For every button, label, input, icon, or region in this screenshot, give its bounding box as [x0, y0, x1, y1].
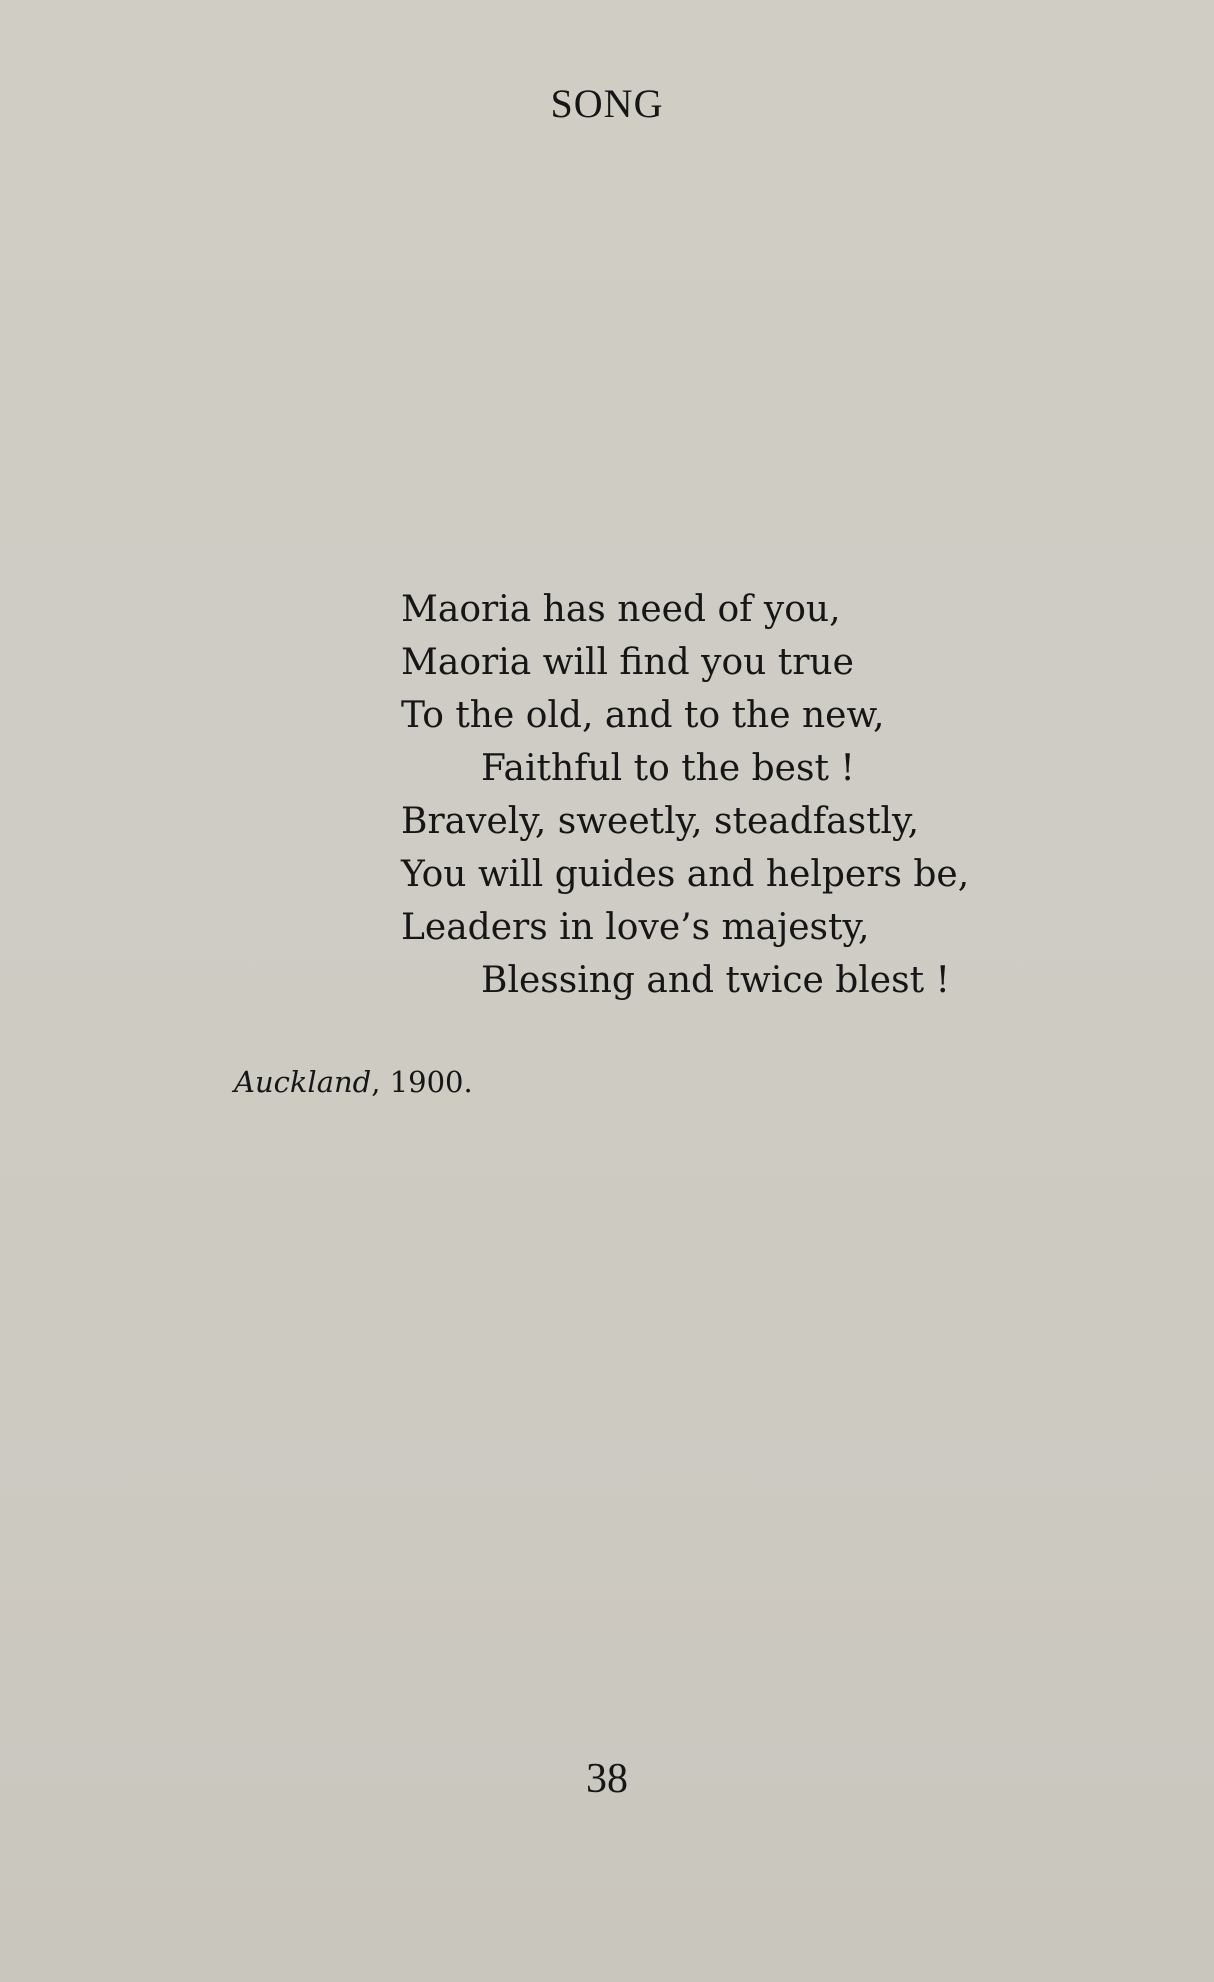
poem-line: To the old, and to the new, [401, 695, 885, 736]
poem-line: Leaders in love’s majesty, [401, 907, 870, 948]
dateline [234, 1065, 473, 1099]
poem-line: Bravely, sweetly, steadfastly, [401, 801, 920, 842]
dateline-separator: , [371, 1065, 390, 1099]
poem-stanza [401, 583, 1021, 1007]
page-number: 38 [586, 1756, 628, 1802]
dateline-year: 1900. [389, 1065, 473, 1099]
poem-line: You will guides and helpers be, [401, 854, 970, 895]
dateline-place: Auckland [234, 1065, 372, 1099]
poem-line: Maoria has need of you, [401, 589, 841, 630]
poem-line: Blessing and twice blest ! [481, 960, 950, 1001]
poem-line: Maoria will find you true [401, 642, 854, 683]
page-title: SONG [550, 81, 664, 126]
poem-line: Faithful to the best ! [481, 748, 855, 789]
